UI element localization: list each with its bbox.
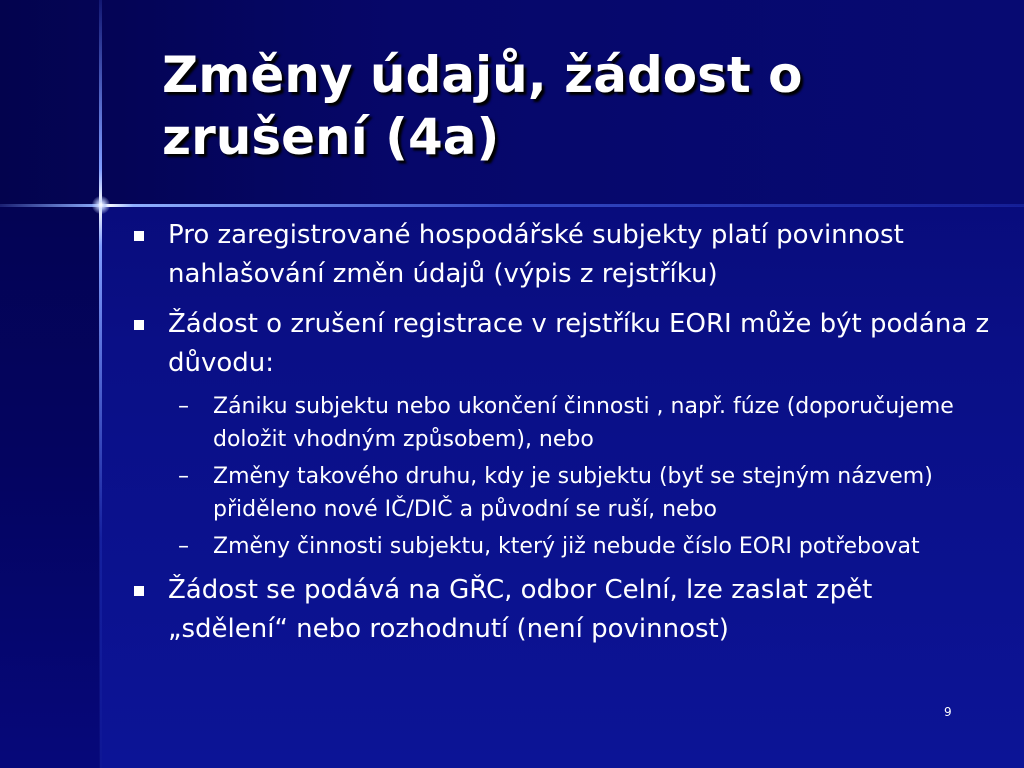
sub-bullet-item	[130, 530, 990, 563]
dash-marker: –	[178, 464, 189, 489]
sparkle-decor	[92, 196, 110, 214]
sub-bullet-item	[130, 460, 990, 526]
page-number: 9	[944, 705, 952, 719]
bullet-item	[130, 571, 990, 649]
square-bullet-icon	[134, 231, 144, 241]
sub-bullet-item	[130, 390, 990, 456]
dash-marker: –	[178, 534, 189, 559]
bullet-item	[130, 305, 990, 383]
vertical-glow-line	[99, 0, 102, 768]
sub-bullet-text: Změny takového druhu, kdy je subjektu (byť se stejným názvem) přiděleno nové IČ/DIČ a původní se ruší, nebo	[213, 464, 933, 522]
square-bullet-icon	[134, 586, 144, 596]
horizontal-glow-line	[0, 204, 1024, 207]
sub-bullet-text: Zániku subjektu nebo ukončení činnosti , např. fúze (doporučujeme doložit vhodným způsobem), nebo	[213, 394, 954, 452]
dash-marker: –	[178, 394, 189, 419]
slide-content	[130, 216, 990, 660]
bullet-text: Pro zaregistrované hospodářské subjekty platí povinnost nahlašování změn údajů (výpis z rejstříku)	[168, 220, 904, 289]
bullet-text: Žádost o zrušení registrace v rejstříku EORI může být podána z důvodu:	[168, 309, 990, 378]
bullet-item	[130, 216, 990, 294]
bullet-text: Žádost se podává na GŘC, odbor Celní, lze zaslat zpět „sdělení“ nebo rozhodnutí (není povinnost)	[168, 575, 873, 644]
square-bullet-icon	[134, 320, 144, 330]
slide-title: Změny údajů, žádost o zrušení (4a)	[162, 46, 803, 166]
sub-bullet-text: Změny činnosti subjektu, který již nebude číslo EORI potřebovat	[213, 534, 920, 559]
